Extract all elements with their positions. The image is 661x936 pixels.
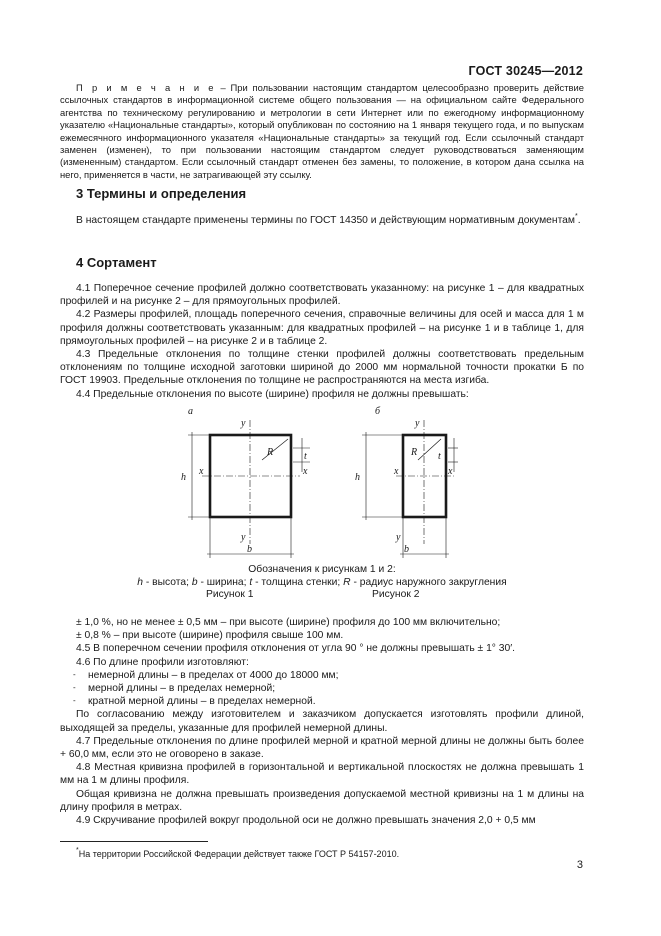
tolerances-body	[60, 616, 584, 827]
square-y-top-label: y	[241, 418, 246, 429]
figure-legend	[60, 563, 584, 589]
paragraph-4-3: 4.3 Предельные отклонения по толщине стенки профилей должны соответствовать предельным отклонениям по толщине исходной заготовки шириной до 2000 мм нормальной точности прокатки Б по ГОСТ 19903. Предельные отклонения по толщине не распространяются на места изгиба.	[60, 349, 584, 387]
note-label: П р и м е ч а н и е	[76, 82, 216, 93]
note-text: – При пользовании настоящим стандартом целесообразно проверить действие ссылочных стандартов в информационной системе общего пользования — на официальном сайте Федерального агентства по техническому регулированию и метрологии в сети Интернет или по ежегодному информационному указателю «Национальные стандарты», который опубликован по состоянию на 1 января текущего года, и по выпускам ежемесячного информационного указателя «Национальные стандарты» за текущий год. Если ссылочный стандарт заменен (изменен), то при пользовании настоящим стандартом следует руководствоваться заменяющим (измененным) стандартом. Если ссылочный стандарт отменен без замены, то положение, в котором дана ссылка на него, применяется в части, не затрагивающей эту ссылку.	[60, 82, 584, 180]
legend-h-text: - высота;	[143, 577, 192, 589]
square-h-label: h	[181, 472, 186, 483]
figure-2-caption: Рисунок 2	[372, 589, 420, 600]
paragraph-4-1: 4.1 Поперечное сечение профилей должно соответствовать указанному: на рисунке 1 – для квадратных профилей и на рисунке 2 – для прямоугольных профилей.	[60, 283, 584, 308]
section-3-text-end: .	[577, 215, 581, 226]
profile-drawings	[170, 402, 470, 562]
rect-R-label: R	[411, 447, 418, 458]
figure-a-label: а	[188, 406, 193, 417]
square-R-label: R	[267, 447, 274, 458]
list-marker: -	[73, 669, 76, 679]
list-marker: -	[73, 696, 76, 706]
paragraph-4-6: 4.6 По длине профили изготовляют:	[76, 656, 249, 668]
legend-b-text: - ширина;	[197, 577, 250, 589]
section-4-body	[60, 282, 584, 401]
legend-h-symbol: h	[137, 577, 144, 589]
list-item-text: мерной длины – в пределах немерной;	[88, 683, 276, 695]
rect-b-label: b	[404, 544, 409, 555]
paragraph-4-4: 4.4 Предельные отклонения по высоте (ширине) профиля не должны превышать:	[76, 388, 469, 400]
paragraph-4-7: 4.7 Предельные отклонения по длине профилей мерной и кратной мерной длины не должны быть более + 60,0 мм, если это не оговорено в заказе.	[60, 735, 584, 761]
paragraph-4-2: 4.2 Размеры профилей, площадь поперечного сечения, справочные величины для осей и масса для 1 м профиля должны соответствовать указанным: для квадратных профилей – на рисунке 1 и в таблице 1, для прямоугольных профилей – на рисунке 2 и в таблице 2.	[60, 309, 584, 347]
list-item	[60, 682, 584, 695]
list-item-text: кратной мерной длины – в пределах немерной.	[88, 696, 316, 708]
square-x-left-label: x	[199, 466, 204, 477]
tolerance-line-1: ± 1,0 %, но не менее ± 0,5 мм – при высоте (ширине) профиля до 100 мм включительно;	[76, 617, 501, 628]
tolerance-line-2: ± 0,8 % – при высоте (ширине) профиля свыше 100 мм.	[76, 630, 344, 642]
footnote-text: На территории Российской Федерации действует также ГОСТ Р 54157-2010.	[78, 849, 400, 859]
figure-b-label: б	[375, 406, 381, 417]
legend-title: Обозначения к рисункам 1 и 2:	[248, 564, 396, 575]
legend-b-symbol: b	[191, 577, 198, 589]
legend-R-text: - радиус наружного закругления	[350, 577, 507, 589]
square-x-right-label: x	[303, 466, 308, 477]
figure-1-caption: Рисунок 1	[206, 589, 254, 600]
square-t-label: t	[304, 451, 307, 462]
footnote	[76, 849, 399, 859]
footnote-mark: *	[76, 847, 79, 854]
rect-t-label: t	[438, 451, 441, 462]
rect-y-bottom-label: y	[396, 532, 401, 543]
rect-h-label: h	[355, 472, 360, 483]
profile-figures	[170, 402, 470, 562]
rect-y-top-label: y	[415, 418, 420, 429]
square-b-label: b	[247, 544, 252, 555]
paragraph-4-8: 4.8 Местная кривизна профилей в горизонтальной и вертикальной плоскостях не должна превышать 1 мм на 1 м длины профиля.	[60, 762, 584, 787]
footnote-divider	[60, 841, 208, 842]
note-block	[60, 82, 584, 181]
legend-t-text: - толщина стенки;	[252, 577, 344, 589]
legend-line	[60, 576, 584, 589]
footnote-ref: *	[574, 213, 578, 220]
document-code: ГОСТ 30245—2012	[468, 64, 583, 78]
square-radius-leader	[262, 439, 288, 460]
section-3-body	[60, 214, 584, 227]
rect-x-left-label: x	[394, 466, 399, 477]
list-marker: -	[73, 683, 76, 693]
section-4-title: 4 Сортамент	[76, 255, 157, 270]
legend-R-symbol: R	[343, 577, 351, 589]
list-item	[60, 669, 584, 682]
section-3-text: В настоящем стандарте применены термины по ГОСТ 14350 и действующим нормативным документам	[76, 215, 575, 226]
list-item	[60, 695, 584, 708]
page-number: 3	[576, 859, 583, 871]
paragraph-4-5: 4.5 В поперечном сечении профиля отклонения от угла 90 ° не должны превышать ± 1° 30′.	[76, 643, 516, 655]
section-3-title: 3 Термины и определения	[76, 186, 247, 201]
agreement-paragraph: По согласованию между изготовителем и заказчиком допускается изготовлять профили длиной, выходящей за пределы, указанные для профилей немерной длины.	[60, 709, 584, 734]
square-y-bottom-label: y	[241, 532, 246, 543]
paragraph-4-8b: Общая кривизна не должна превышать произведения допускаемой местной кривизны на 1 м длины на длину профиля в метрах.	[60, 788, 584, 813]
rect-x-right-label: x	[448, 466, 453, 477]
list-item-text: немерной длины – в пределах от 4000 до 18000 мм;	[88, 669, 339, 681]
legend-t-symbol: t	[249, 577, 253, 589]
paragraph-4-9: 4.9 Скручивание профилей вокруг продольной оси не должно превышать значения 2,0 + 0,5 мм	[76, 815, 536, 827]
